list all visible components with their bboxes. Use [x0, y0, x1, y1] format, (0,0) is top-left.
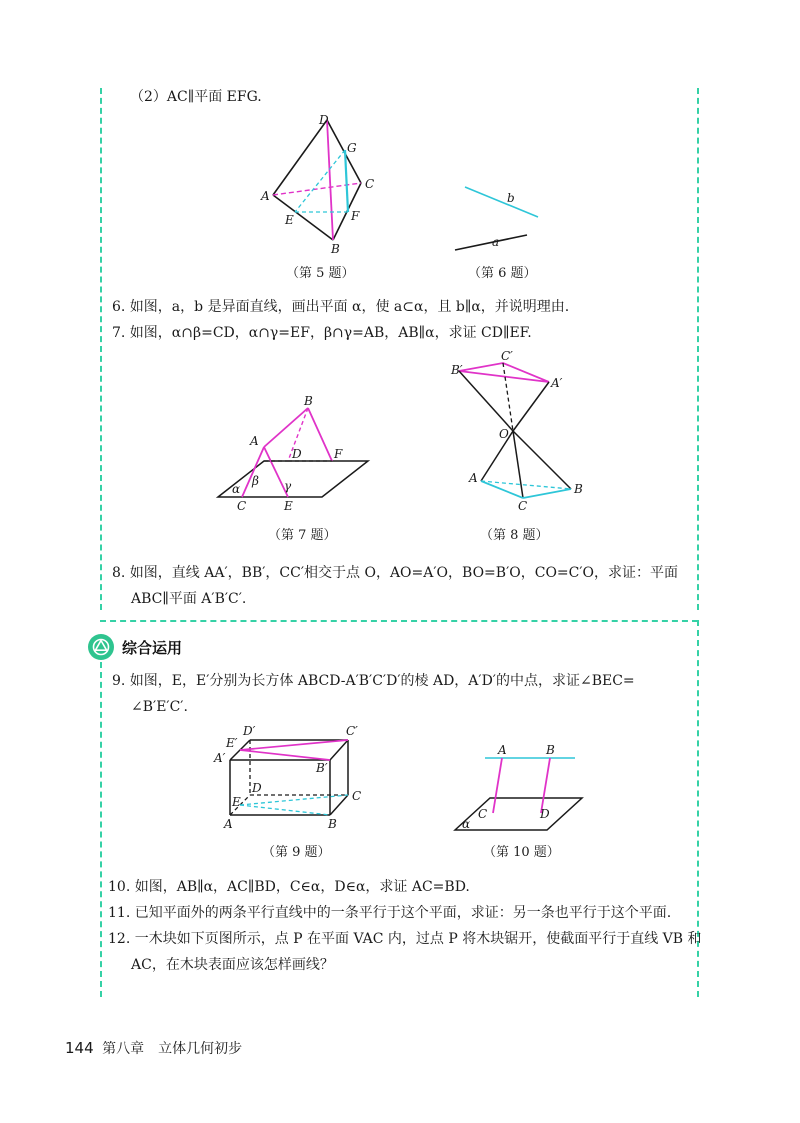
caption-fig6: （第 6 题） — [468, 266, 537, 281]
figure-7 — [210, 390, 380, 520]
label-F: F — [334, 447, 343, 461]
frame-right-upper — [697, 88, 699, 610]
figure-10-diagram — [450, 740, 590, 840]
label-G: G — [347, 141, 357, 155]
section-header — [88, 630, 182, 664]
label-Bp: B′ — [451, 363, 463, 377]
figure-10 — [450, 740, 590, 840]
caption-fig5: （第 5 题） — [286, 266, 355, 281]
label-D: D — [319, 113, 329, 127]
label-alpha: α — [462, 817, 471, 831]
label-A: A — [469, 471, 478, 485]
label-D: D — [540, 807, 550, 821]
label-B: B — [331, 242, 340, 256]
frame-divider — [100, 620, 698, 622]
figure-8-diagram — [445, 349, 595, 513]
caption-fig10: （第 10 题） — [483, 845, 560, 860]
label-beta: β — [252, 474, 259, 488]
label-Ep: E′ — [226, 736, 238, 750]
problem-12-line-1: 12. 一木块如下页图所示，点 P 在平面 VAC 内，过点 P 将木块锯开，使截面平行于直线 VB 和 — [108, 931, 702, 947]
figure-8 — [445, 349, 595, 513]
label-C: C — [365, 177, 375, 191]
label-E: E — [284, 499, 293, 513]
caption-fig9: （第 9 题） — [262, 845, 331, 860]
label-Ap: A′ — [214, 751, 226, 765]
problem-8-line-2: ABC∥平面 A′B′C′. — [131, 591, 247, 607]
page-footer — [65, 1038, 242, 1058]
frame-left-upper — [100, 88, 102, 610]
label-B: B — [328, 817, 337, 831]
problem-8-line-1: 8. 如图，直线 AA′，BB′，CC′相交于点 O，AO=A′O，BO=B′O，CO=C′O，求证：平面 — [112, 565, 679, 581]
label-F: F — [351, 209, 360, 223]
label-E: E — [232, 795, 241, 809]
problem-12-line-2: AC，在木块表面应该怎样画线？ — [131, 957, 334, 973]
label-Bp: B′ — [316, 761, 328, 775]
label-B: B — [304, 394, 313, 408]
chapter-title: 第八章 立体几何初步 — [102, 1041, 243, 1057]
label-Cp: C′ — [501, 349, 513, 363]
label-b: b — [507, 191, 515, 205]
caption-fig8: （第 8 题） — [480, 528, 549, 543]
label-Cp: C′ — [346, 724, 358, 738]
figure-6 — [450, 180, 560, 260]
problem-9-line-1: 9. 如图，E，E′分别为长方体 ABCD-A′B′C′D′的棱 AD，A′D′的中点，求证∠BEC= — [112, 673, 635, 689]
label-Dp: D′ — [243, 724, 256, 738]
label-Ap: A′ — [551, 376, 563, 390]
problem-11: 11. 已知平面外的两条平行直线中的一条平行于这个平面，求证：另一条也平行于这个平面. — [108, 905, 672, 921]
label-C: C — [352, 789, 362, 803]
label-B: B — [574, 482, 583, 496]
label-a: a — [492, 235, 500, 249]
label-gamma: γ — [284, 479, 292, 493]
label-A: A — [498, 743, 507, 757]
figure-7-diagram — [210, 390, 380, 520]
label-B: B — [546, 743, 555, 757]
trefoil-section-icon — [88, 634, 114, 660]
label-A: A — [224, 817, 233, 831]
label-A: A — [250, 434, 259, 448]
label-C: C — [478, 807, 488, 821]
section-title: 综合运用 — [122, 638, 183, 657]
figure-9 — [210, 720, 380, 835]
problem-5-part-2: （2）AC∥平面 EFG. — [130, 89, 262, 105]
caption-fig7: （第 7 题） — [268, 528, 337, 543]
label-alpha: α — [232, 482, 241, 496]
problem-7: 7. 如图，α∩β=CD，α∩γ=EF，β∩γ=AB，AB∥α，求证 CD∥EF. — [112, 325, 532, 341]
figure-5-diagram — [255, 110, 385, 260]
label-O: O — [499, 427, 509, 441]
figure-9-diagram — [210, 720, 380, 835]
figure-5 — [255, 110, 385, 260]
problem-6: 6. 如图，a，b 是异面直线，画出平面 α，使 a⊂α，且 b∥α，并说明理由. — [112, 299, 570, 315]
label-D: D — [252, 781, 262, 795]
figure-6-diagram — [450, 180, 560, 260]
label-C: C — [518, 499, 528, 513]
label-E: E — [285, 213, 294, 227]
problem-9-line-2: ∠B′E′C′. — [131, 699, 188, 715]
label-D: D — [292, 447, 302, 461]
label-A: A — [261, 189, 270, 203]
label-C: C — [237, 499, 247, 513]
problem-10: 10. 如图，AB∥α，AC∥BD，C∈α，D∈α，求证 AC=BD. — [108, 879, 470, 895]
page-number: 144 — [65, 1039, 94, 1057]
frame-left-lower — [100, 652, 102, 997]
